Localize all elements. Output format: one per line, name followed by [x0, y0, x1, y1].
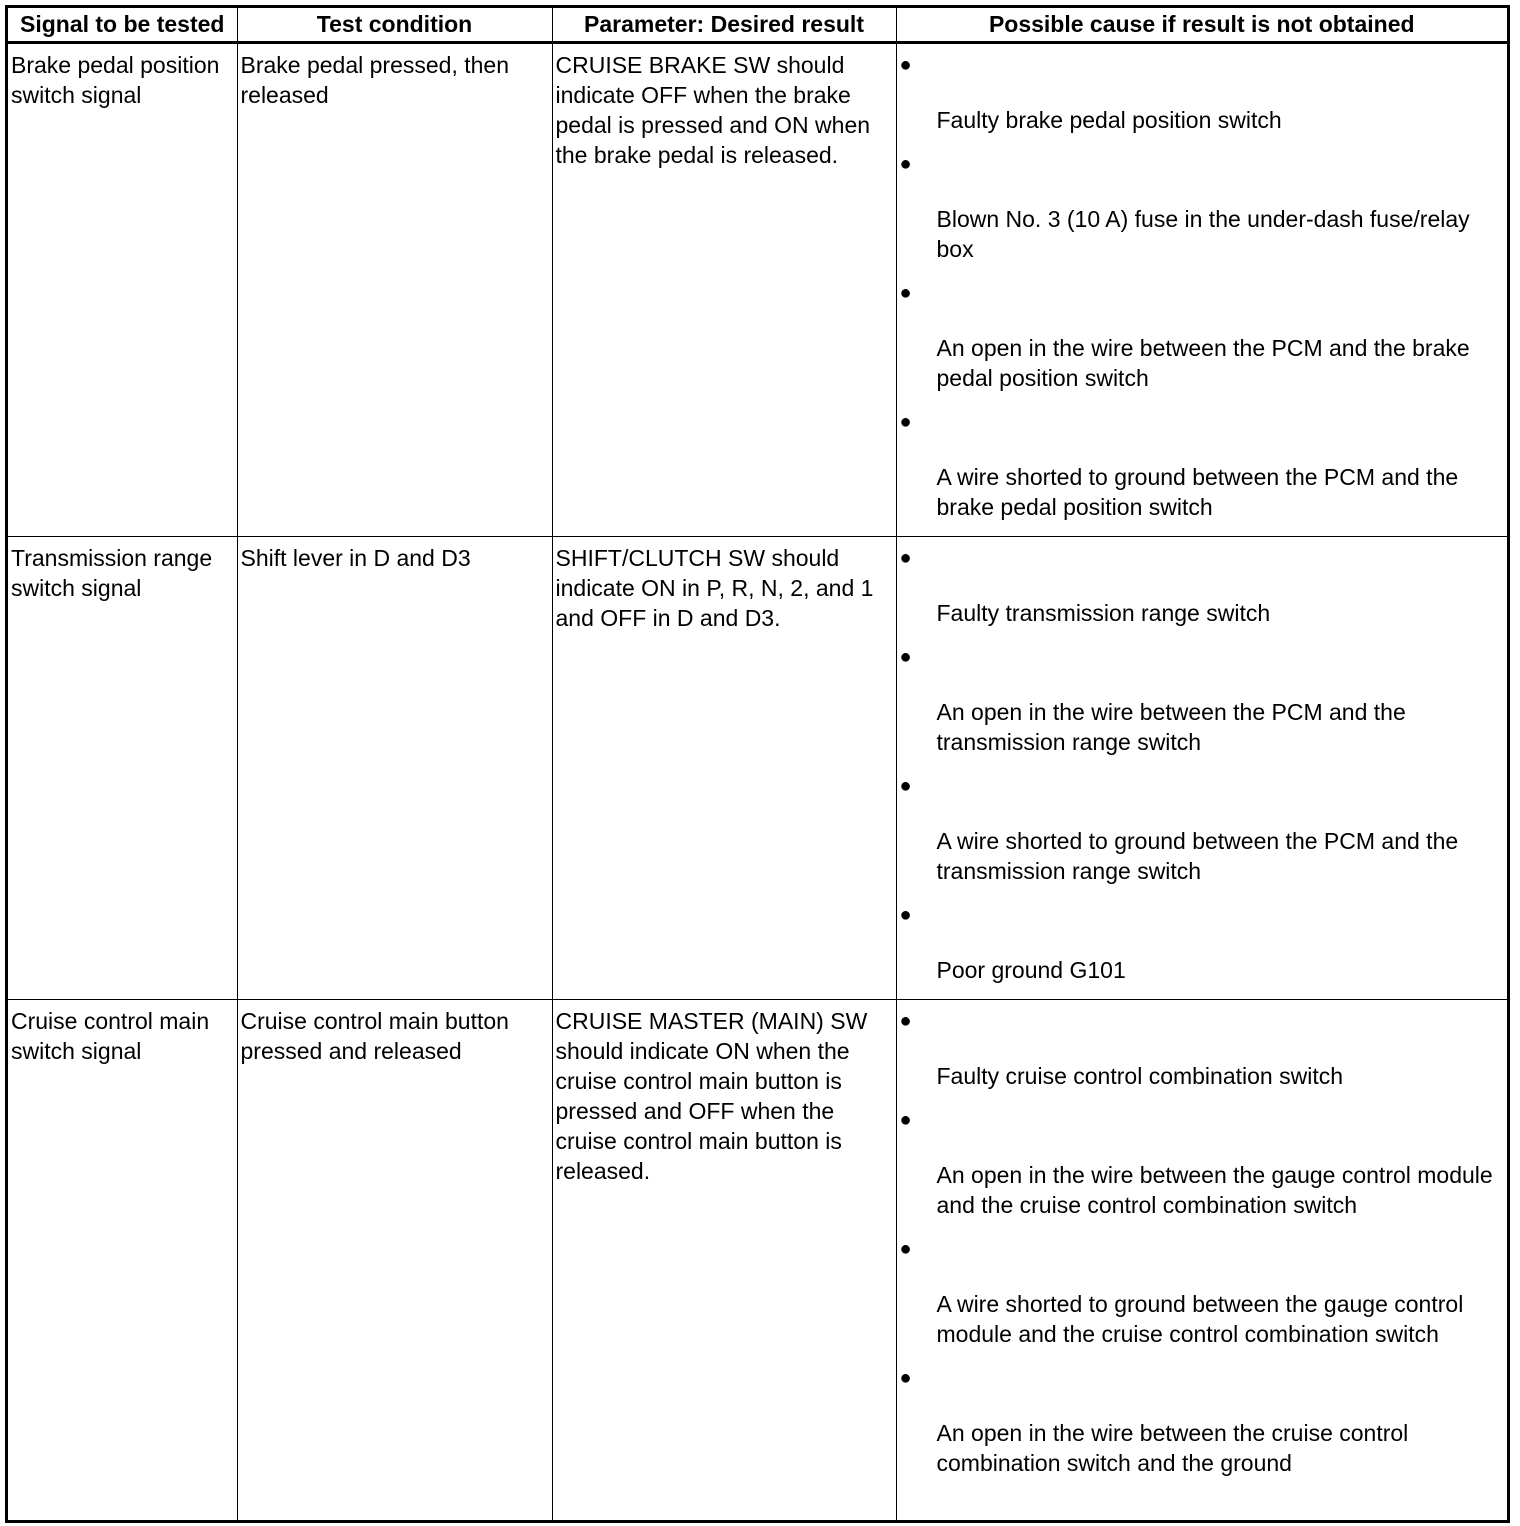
- cause-text: A wire shorted to ground between the PCM and the brake pedal position switch: [936, 463, 1459, 520]
- bullet-icon: ●: [899, 410, 912, 433]
- cause-item: [900, 642, 1505, 757]
- cause-text: Faulty transmission range switch: [936, 599, 1271, 626]
- cause-text: An open in the wire between the PCM and the brake pedal position switch: [936, 334, 1470, 391]
- result-cell: SHIFT/CLUTCH SW should indicate ON in P, R, N, 2, and 1 and OFF in D and D3.: [552, 536, 896, 999]
- cause-item: [900, 407, 1505, 522]
- bullet-icon: ●: [899, 1108, 912, 1131]
- condition-cell: Brake pedal pressed, then released: [237, 42, 552, 536]
- cause-list: [900, 543, 1505, 985]
- bullet-icon: ●: [899, 903, 912, 926]
- bullet-icon: ●: [899, 281, 912, 304]
- causes-cell: [896, 536, 1507, 999]
- header-row: [8, 8, 1507, 42]
- table-row: [8, 42, 1507, 536]
- bullet-icon: ●: [899, 1366, 912, 1389]
- cause-text: Faulty cruise control combination switch: [936, 1062, 1343, 1089]
- header-desired-result: Parameter: Desired result: [552, 8, 896, 42]
- cause-item: [900, 1105, 1505, 1220]
- signal-cell: Brake pedal position switch signal: [8, 42, 237, 536]
- cause-text: Faulty brake pedal position switch: [936, 106, 1282, 133]
- header-test-condition: Test condition: [237, 8, 552, 42]
- causes-cell: [896, 42, 1507, 536]
- table-row: [8, 999, 1507, 1520]
- causes-cell: [896, 999, 1507, 1520]
- cause-text: An open in the wire between the gauge control module and the cruise control combination switch: [936, 1161, 1493, 1218]
- cause-item: [900, 771, 1505, 886]
- cause-item: [900, 543, 1505, 628]
- cause-item: [900, 1363, 1505, 1478]
- cause-text: Blown No. 3 (10 A) fuse in the under-dash fuse/relay box: [936, 205, 1470, 262]
- cause-item: [900, 1006, 1505, 1091]
- cause-item: [900, 1234, 1505, 1349]
- troubleshooting-table: [8, 8, 1507, 1520]
- result-cell: CRUISE MASTER (MAIN) SW should indicate ON when the cruise control main button is pressed and OFF when the cruise control main button is released.: [552, 999, 896, 1520]
- condition-cell: Shift lever in D and D3: [237, 536, 552, 999]
- signal-cell: Cruise control main switch signal: [8, 999, 237, 1520]
- cause-item: [900, 900, 1505, 985]
- cause-text: An open in the wire between the cruise control combination switch and the ground: [936, 1419, 1409, 1476]
- cause-item: [900, 278, 1505, 393]
- cause-text: An open in the wire between the PCM and the transmission range switch: [936, 698, 1406, 755]
- condition-cell: Cruise control main button pressed and released: [237, 999, 552, 1520]
- bullet-icon: ●: [899, 546, 912, 569]
- header-signal: Signal to be tested: [8, 8, 237, 42]
- cause-item: [900, 50, 1505, 135]
- table-row: [8, 536, 1507, 999]
- header-possible-cause: Possible cause if result is not obtained: [896, 8, 1507, 42]
- bullet-icon: ●: [899, 53, 912, 76]
- bullet-icon: ●: [899, 152, 912, 175]
- signal-cell: Transmission range switch signal: [8, 536, 237, 999]
- cause-list: [900, 1006, 1505, 1478]
- result-cell: CRUISE BRAKE SW should indicate OFF when the brake pedal is pressed and ON when the brake pedal is released.: [552, 42, 896, 536]
- bullet-icon: ●: [899, 1009, 912, 1032]
- cause-text: Poor ground G101: [936, 956, 1126, 983]
- cause-list: [900, 50, 1505, 522]
- cause-text: A wire shorted to ground between the gauge control module and the cruise control combination switch: [936, 1290, 1464, 1347]
- bullet-icon: ●: [899, 645, 912, 668]
- cause-text: A wire shorted to ground between the PCM and the transmission range switch: [936, 827, 1459, 884]
- troubleshooting-table-frame: [5, 5, 1510, 1523]
- cause-item: [900, 149, 1505, 264]
- bullet-icon: ●: [899, 1237, 912, 1260]
- bullet-icon: ●: [899, 774, 912, 797]
